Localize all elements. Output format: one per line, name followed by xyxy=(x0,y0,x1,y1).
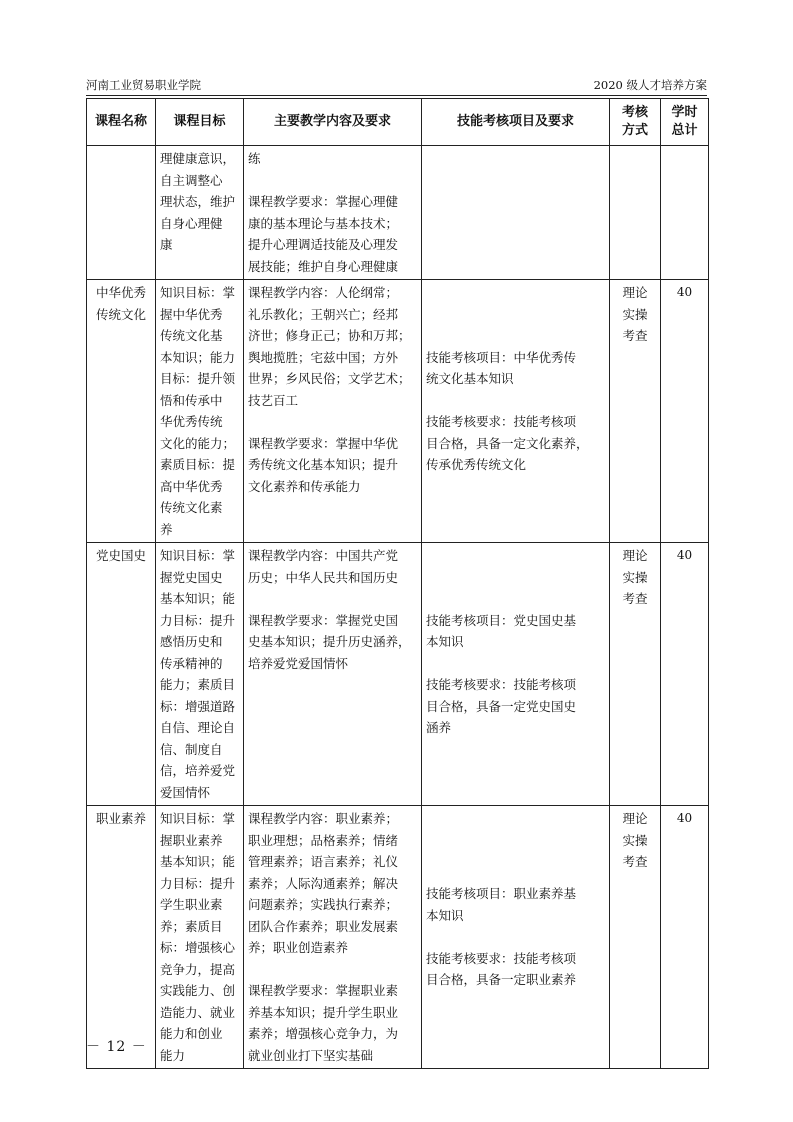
text-line: 康的基本理论与基本技术； xyxy=(248,215,399,231)
assessment-method-cell xyxy=(610,280,661,543)
course-goal-cell xyxy=(156,806,244,1069)
text-line: 就业创业打下坚实基础 xyxy=(248,1047,374,1063)
total-hours-cell xyxy=(661,146,709,280)
text-line: 课程教学要求：掌握职业素 xyxy=(248,983,399,998)
course-name-cell xyxy=(87,543,156,806)
text-line: 素养；增强核心竞争力，为 xyxy=(248,1026,399,1041)
text-line: 舆地揽胜；宅兹中国；方外 xyxy=(248,349,399,365)
text-line: 世界；乡风民俗；文学艺术； xyxy=(248,371,411,386)
course-goal-cell xyxy=(156,543,244,806)
text-line: 课程教学内容：职业素养； xyxy=(248,811,399,826)
text-line: 自身心理健 xyxy=(160,215,223,231)
total-hours-cell: 40 xyxy=(661,543,709,806)
header-teaching-content: 主要教学内容及要求 xyxy=(244,99,422,146)
text-line: 技能考核项目：中华优秀传 xyxy=(426,349,577,365)
header-rule xyxy=(86,95,707,96)
text-line: 知识目标：掌 xyxy=(160,285,236,300)
text-line: 考查 xyxy=(622,328,648,343)
text-line: 技能考核要求：技能考核项 xyxy=(426,414,577,429)
text-line: 感悟历史和 xyxy=(160,634,223,649)
table-row xyxy=(87,146,709,280)
text-line: 素质目标：提 xyxy=(160,457,236,472)
table-row xyxy=(87,280,709,543)
text-line: 课程教学要求：掌握心理健 xyxy=(248,194,399,209)
course-name-cell xyxy=(87,806,156,1069)
text-line: 能力；素质目 xyxy=(160,677,236,692)
text-line: 传承精神的 xyxy=(160,655,223,671)
text-line: 课程教学内容：中国共产党 xyxy=(248,548,399,563)
header-total-hours: 学时 总计 xyxy=(661,99,709,146)
text-line: 康 xyxy=(160,237,173,252)
text-line: 造能力、就业 xyxy=(160,1004,236,1020)
header-skill-assessment: 技能考核项目及要求 xyxy=(422,99,610,146)
text-line: 课程教学内容：人伦纲常； xyxy=(248,285,399,300)
teaching-content-cell xyxy=(244,280,422,543)
text-line: 目合格，具备一定党史国史 xyxy=(426,698,577,714)
text-line: 素养；人际沟通素养；解决 xyxy=(248,875,399,891)
text-line: 自信、理论自 xyxy=(160,720,236,735)
text-line: 知识目标：掌 xyxy=(160,811,236,826)
text-line: 基本知识；能 xyxy=(160,591,236,606)
skill-assessment-cell xyxy=(422,280,610,543)
teaching-content-cell xyxy=(244,806,422,1069)
text-line: 问题素养；实践执行素养； xyxy=(248,897,399,912)
text-line: 史基本知识；提升历史涵养， xyxy=(248,634,411,649)
skill-assessment-cell xyxy=(422,806,610,1069)
text-line: 信、制度自 xyxy=(160,741,223,757)
text-line: 握中华优秀 xyxy=(160,306,223,322)
total-hours-cell: 40 xyxy=(661,280,709,543)
text-line: 实操 xyxy=(622,832,648,848)
text-line: 技能考核要求：技能考核项 xyxy=(426,950,577,966)
text-line: 目合格，具备一定职业素养 xyxy=(426,972,577,988)
text-line: 本知识 xyxy=(426,907,464,923)
text-line: 养；职业创造素养 xyxy=(248,940,349,955)
text-line: 握职业素养 xyxy=(160,832,223,848)
text-line: 能力 xyxy=(160,1047,186,1063)
table-row xyxy=(87,543,709,806)
text-line: 养 xyxy=(160,521,173,537)
text-line: 养基本知识；提升学生职业 xyxy=(248,1004,399,1020)
text-line: 管理素养；语言素养；礼仪 xyxy=(248,854,399,869)
text-line: 理论 xyxy=(622,548,648,563)
text-line: 实操 xyxy=(622,569,648,585)
text-line: 技艺百工 xyxy=(248,392,299,408)
text-line: 理论 xyxy=(622,811,648,826)
text-line: 力目标：提升 xyxy=(160,612,236,628)
text-line: 考查 xyxy=(622,854,648,869)
total-hours-cell: 40 xyxy=(661,806,709,1069)
skill-assessment-cell xyxy=(422,543,610,806)
table-row xyxy=(87,806,709,1069)
text-line: 竞争力，提高 xyxy=(160,961,236,977)
text-line: 传统文化素 xyxy=(160,500,223,515)
text-line: 礼乐教化；王朝兴亡；经邦 xyxy=(248,306,399,322)
text-line: 课程教学要求：掌握中华优 xyxy=(248,435,399,451)
text-line: 党史国史 xyxy=(95,548,146,563)
text-line: 悟和传承中 xyxy=(160,392,223,408)
header-course-goal: 课程目标 xyxy=(156,99,244,146)
text-line: 标：增强道路 xyxy=(160,698,236,714)
text-line: 课程教学要求：掌握党史国 xyxy=(248,612,399,628)
text-line: 文化的能力； xyxy=(160,435,236,451)
assessment-method-cell xyxy=(610,806,661,1069)
text-line: 力目标：提升 xyxy=(160,875,236,891)
text-line: 传统文化 xyxy=(95,306,146,322)
text-line: 秀传统文化基本知识；提升 xyxy=(248,457,399,472)
text-line: 职业理想；品格素养；情绪 xyxy=(248,832,399,848)
text-line: 传统文化基 xyxy=(160,328,223,343)
curriculum-table xyxy=(86,98,709,1069)
course-name-cell xyxy=(87,146,156,280)
text-line: 能力和创业 xyxy=(160,1026,223,1041)
teaching-content-cell xyxy=(244,543,422,806)
header-plan: 2020 级人才培养方案 xyxy=(593,78,707,92)
text-line: 理论 xyxy=(622,285,648,300)
table-header-row xyxy=(87,99,709,146)
text-line: 实操 xyxy=(622,306,648,322)
text-line: 高中华优秀 xyxy=(160,478,223,494)
text-line: 考查 xyxy=(622,591,648,606)
text-line: 实践能力、创 xyxy=(160,983,236,998)
text-line: 文化素养和传承能力 xyxy=(248,478,361,494)
text-line: 培养爱党爱国情怀 xyxy=(248,655,349,671)
text-line: 历史；中华人民共和国历史 xyxy=(248,569,399,585)
text-line: 自主调整心 xyxy=(160,172,223,188)
text-line: 信，培养爱党 xyxy=(160,763,236,778)
text-line: 理状态，维护 xyxy=(160,194,236,209)
text-line: 练 xyxy=(248,151,261,166)
text-line: 华优秀传统 xyxy=(160,414,223,429)
text-line: 养；素质目 xyxy=(160,918,223,934)
text-line: 本知识；能力 xyxy=(160,349,236,365)
course-goal-cell xyxy=(156,146,244,280)
text-line: 握党史国史 xyxy=(160,569,223,585)
text-line: 技能考核项目：党史国史基 xyxy=(426,612,577,628)
text-line: 统文化基本知识 xyxy=(426,371,514,386)
course-name-cell xyxy=(87,280,156,543)
page-number: － 12 － xyxy=(86,1039,147,1055)
text-line: 本知识 xyxy=(426,634,464,649)
assessment-method-cell xyxy=(610,543,661,806)
text-line: 展技能；维护自身心理健康 xyxy=(248,258,399,274)
text-line: 技能考核要求：技能考核项 xyxy=(426,677,577,692)
text-line: 目合格，具备一定文化素养， xyxy=(426,435,589,451)
text-line: 传承优秀传统文化 xyxy=(426,457,527,472)
text-line: 团队合作素养；职业发展素 xyxy=(248,918,399,934)
text-line: 技能考核项目：职业素养基 xyxy=(426,886,577,902)
text-line: 涵养 xyxy=(426,720,452,735)
text-line: 目标：提升领 xyxy=(160,371,236,386)
assessment-method-cell xyxy=(610,146,661,280)
header-school: 河南工业贸易职业学院 xyxy=(86,78,201,92)
text-line: 标：增强核心 xyxy=(160,940,236,955)
text-line: 提升心理调适技能及心理发 xyxy=(248,237,399,252)
course-goal-cell xyxy=(156,280,244,543)
text-line: 济世；修身正己；协和万邦； xyxy=(248,328,411,343)
text-line: 职业素养 xyxy=(95,811,146,826)
header-assessment-method: 考核 方式 xyxy=(610,99,661,146)
teaching-content-cell xyxy=(244,146,422,280)
text-line: 学生职业素 xyxy=(160,897,223,912)
text-line: 理健康意识， xyxy=(160,151,236,166)
text-line: 知识目标：掌 xyxy=(160,548,236,563)
text-line: 基本知识；能 xyxy=(160,854,236,869)
text-line: 爱国情怀 xyxy=(160,784,211,800)
text-line: 中华优秀 xyxy=(95,285,146,300)
skill-assessment-cell xyxy=(422,146,610,280)
header-course-name: 课程名称 xyxy=(87,99,156,146)
